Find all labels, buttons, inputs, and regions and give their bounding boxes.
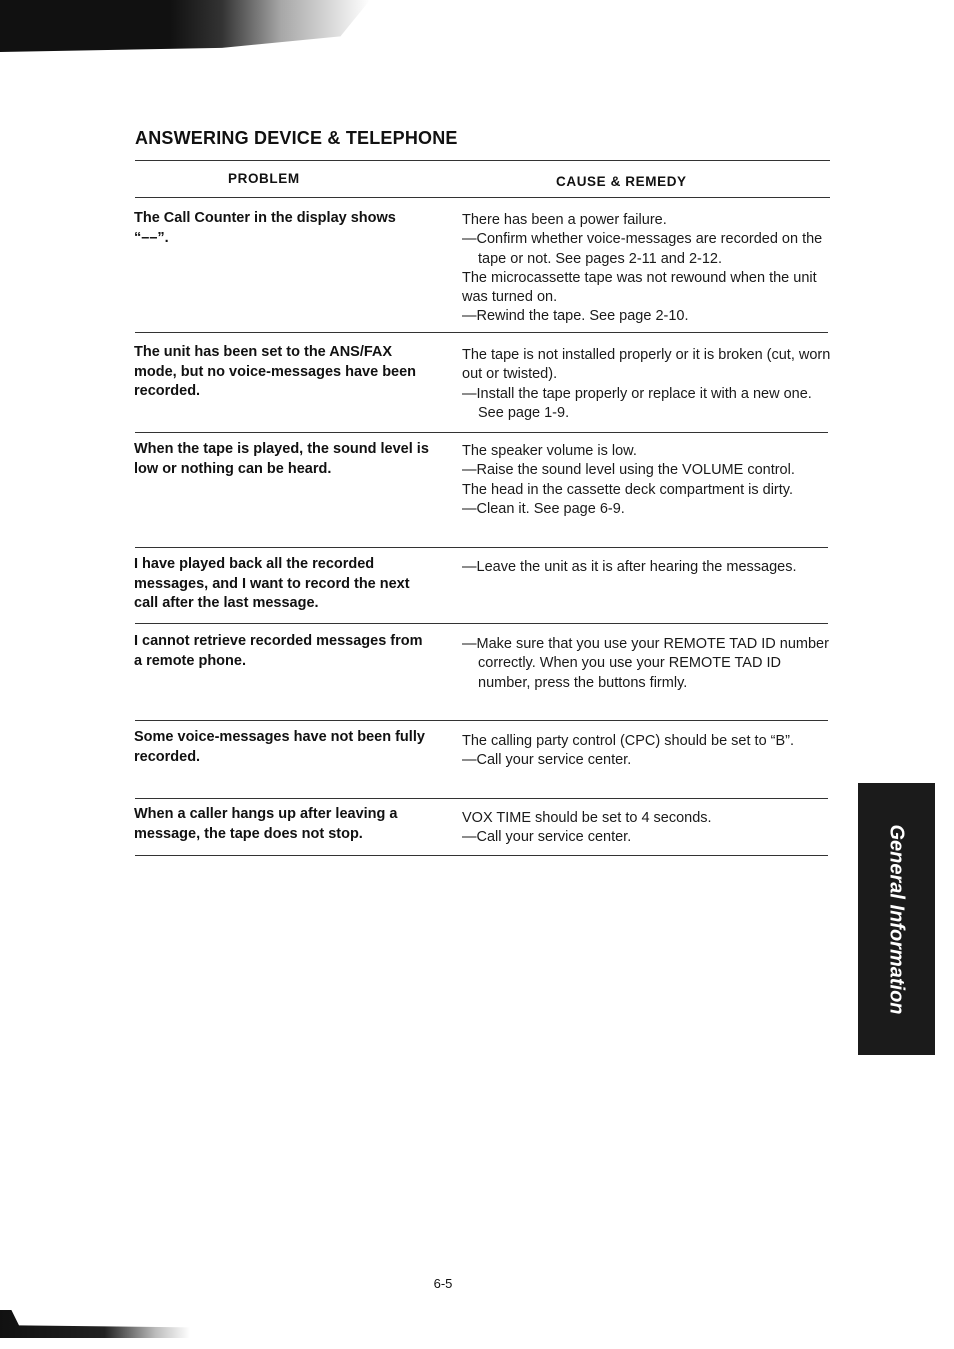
divider-header bbox=[135, 197, 830, 198]
row-divider bbox=[135, 332, 828, 333]
problem-text: The Call Counter in the display shows “––”. bbox=[134, 210, 396, 246]
section-title: ANSWERING DEVICE & TELEPHONE bbox=[135, 128, 458, 148]
divider-top bbox=[135, 160, 830, 161]
remedy-text bbox=[462, 635, 832, 693]
page-number: 6-5 bbox=[433, 1276, 453, 1291]
problem-text: Some voice-messages have not been fully recorded. bbox=[134, 729, 425, 765]
row-divider bbox=[135, 547, 828, 548]
remedy-action: —Make sure that you use your REMOTE TAD ID number correctly. When you use your REMOTE TAD ID number, press the buttons firmly. bbox=[462, 636, 829, 691]
remedy-action: —Clean it. See page 6-9. bbox=[462, 500, 625, 517]
remedy-cause: The microcassette tape was not rewound when the unit was turned on. bbox=[462, 269, 817, 306]
column-header-remedy: CAUSE & REMEDY bbox=[556, 174, 687, 189]
scan-edge-top bbox=[0, 0, 370, 52]
remedy-action: —Call your service center. bbox=[462, 752, 632, 769]
row-divider bbox=[135, 623, 828, 624]
remedy-text bbox=[462, 442, 832, 519]
column-header-problem: PROBLEM bbox=[228, 171, 300, 186]
scan-edge-bottom bbox=[0, 1310, 190, 1338]
row-divider bbox=[135, 432, 828, 433]
remedy-cause: The tape is not installed properly or it is broken (cut, worn out or twisted). bbox=[462, 347, 831, 383]
row-divider bbox=[135, 798, 828, 799]
side-tab-label: General Information bbox=[886, 823, 908, 1015]
remedy-cause: The speaker volume is low. bbox=[462, 443, 637, 459]
remedy-text bbox=[462, 558, 832, 577]
problem-text: I cannot retrieve recorded messages from a remote phone. bbox=[134, 633, 423, 669]
remedy-action: —Call your service center. bbox=[462, 829, 632, 846]
remedy-action: —Install the tape properly or replace it with a new one. See page 1-9. bbox=[462, 385, 812, 421]
remedy-cause: The head in the cassette deck compartment is dirty. bbox=[462, 481, 793, 498]
row-divider bbox=[135, 720, 828, 721]
problem-text: I have played back all the recorded messages, and I want to record the next call after the last message. bbox=[134, 556, 410, 611]
problem-text: When the tape is played, the sound level is low or nothing can be heard. bbox=[134, 441, 429, 477]
remedy-action: —Confirm whether voice-messages are recorded on the tape or not. See pages 2-11 and 2-12. bbox=[462, 231, 823, 267]
remedy-cause: VOX TIME should be set to 4 seconds. bbox=[462, 810, 712, 826]
divider-bottom bbox=[135, 855, 828, 856]
remedy-cause: The calling party control (CPC) should be set to “B”. bbox=[462, 733, 795, 749]
problem-text: When a caller hangs up after leaving a message, the tape does not stop. bbox=[134, 806, 398, 842]
remedy-text bbox=[462, 346, 832, 423]
side-tab bbox=[858, 783, 935, 1055]
problem-text: The unit has been set to the ANS/FAX mode, but no voice-messages have been recorded. bbox=[134, 344, 417, 399]
remedy-text bbox=[462, 732, 832, 771]
remedy-cause: There has been a power failure. bbox=[462, 212, 667, 228]
remedy-action: —Raise the sound level using the VOLUME control. bbox=[462, 462, 795, 479]
remedy-action: —Rewind the tape. See page 2-10. bbox=[462, 308, 689, 325]
remedy-action: —Leave the unit as it is after hearing the messages. bbox=[462, 559, 797, 575]
remedy-text bbox=[462, 211, 832, 327]
remedy-text bbox=[462, 809, 832, 848]
